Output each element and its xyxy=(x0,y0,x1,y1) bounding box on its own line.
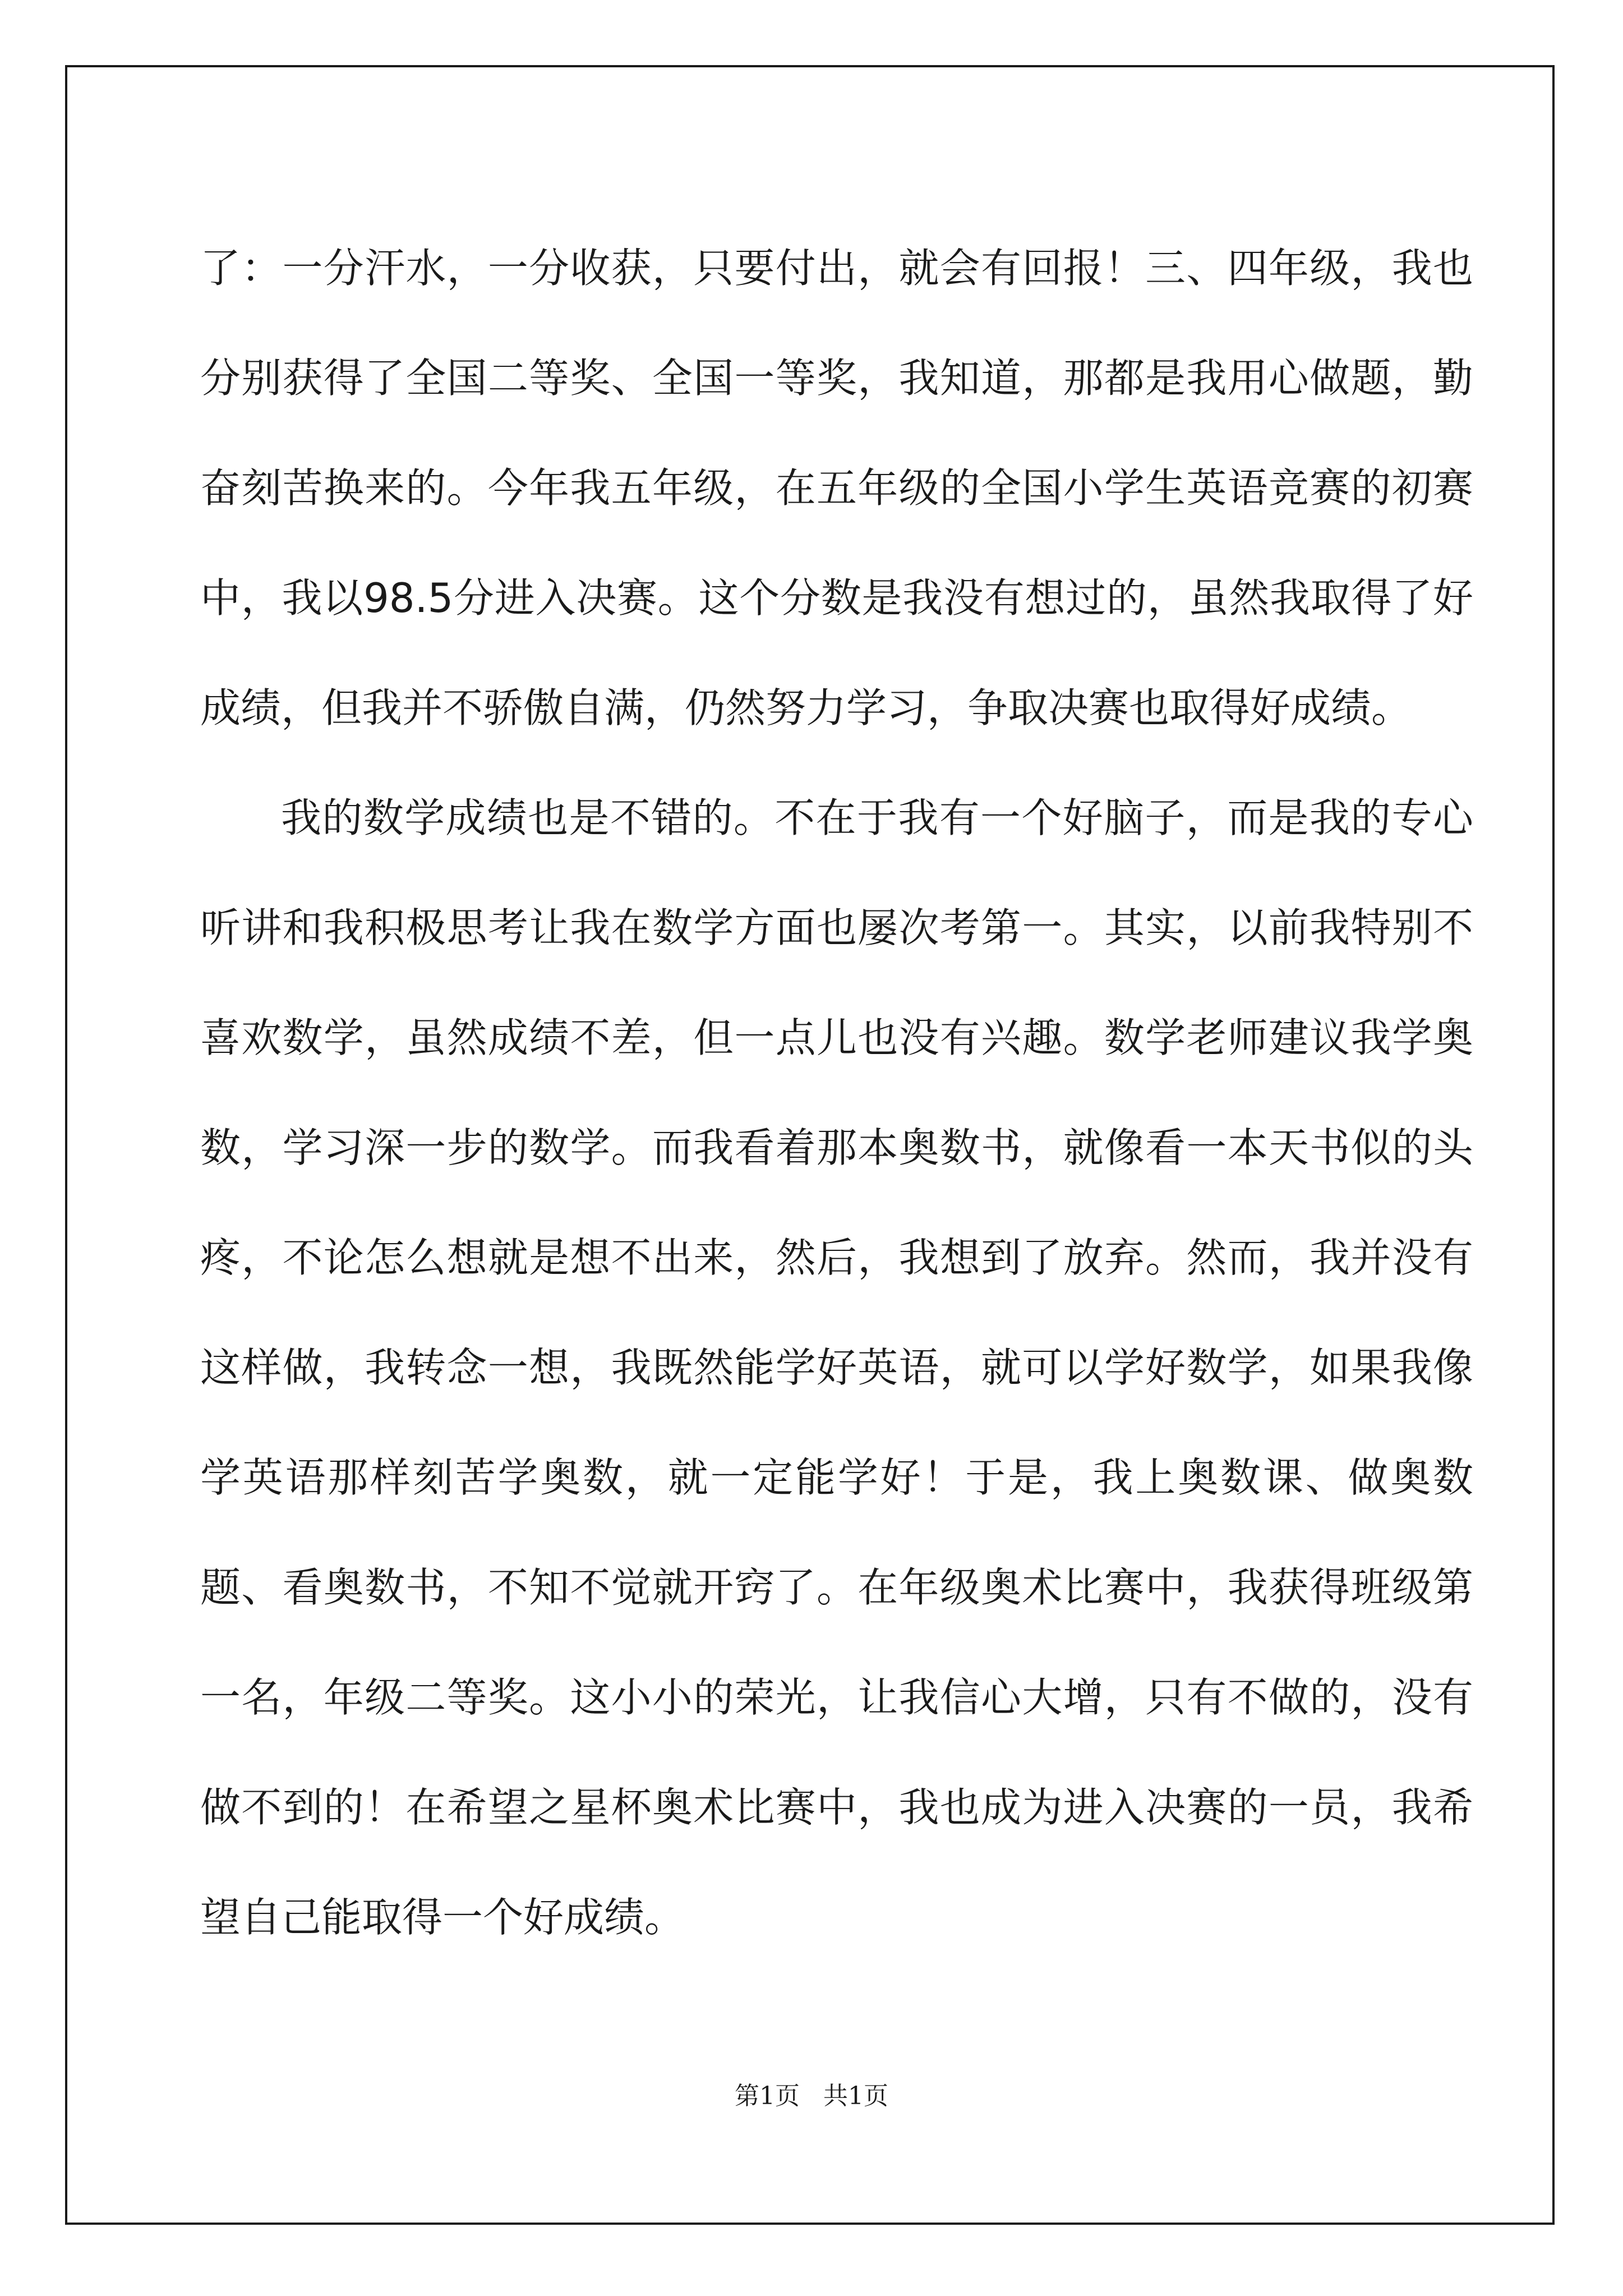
document-body xyxy=(200,213,1473,1972)
paragraph-2: 我的数学成绩也是不错的。不在于我有一个好脑子，而是我的专心听讲和我积极思考让我在数学方面也屡次考第一。其实，以前我特别不喜欢数学，虽然成绩不差，但一点儿也没有兴趣。数学老师建议我学奥数，学习深一步的数学。而我看着那本奥数书，就像看一本天书似的头疼，不论怎么想就是想不出来，然后，我想到了放弃。然而，我并没有这样做，我转念一想，我既然能学好英语，就可以学好数学，如果我像学英语那样刻苦学奥数，就一定能学好！于是，我上奥数课、做奥数题、看奥数书，不知不觉就开窍了。在年级奥术比赛中，我获得班级第一名，年级二等奖。这小小的荣光，让我信心大增，只有不做的，没有做不到的！在希望之星杯奥术比赛中，我也成为进入决赛的一员，我希望自己能取得一个好成绩。 xyxy=(200,794,1473,1941)
page-number-footer: 第1页 共1页 xyxy=(735,2082,888,2110)
paragraph-1: 了：一分汗水，一分收获，只要付出，就会有回报！三、四年级，我也分别获得了全国二等奖、全国一等奖，我知道，那都是我用心做题，勤奋刻苦换来的。今年我五年级，在五年级的全国小学生英语竞赛的初赛中，我以98.5分进入决赛。这个分数是我没有想过的，虽然我取得了好成绩，但我并不骄傲自满，仍然努力学习，争取决赛也取得好成绩。 xyxy=(200,245,1473,731)
